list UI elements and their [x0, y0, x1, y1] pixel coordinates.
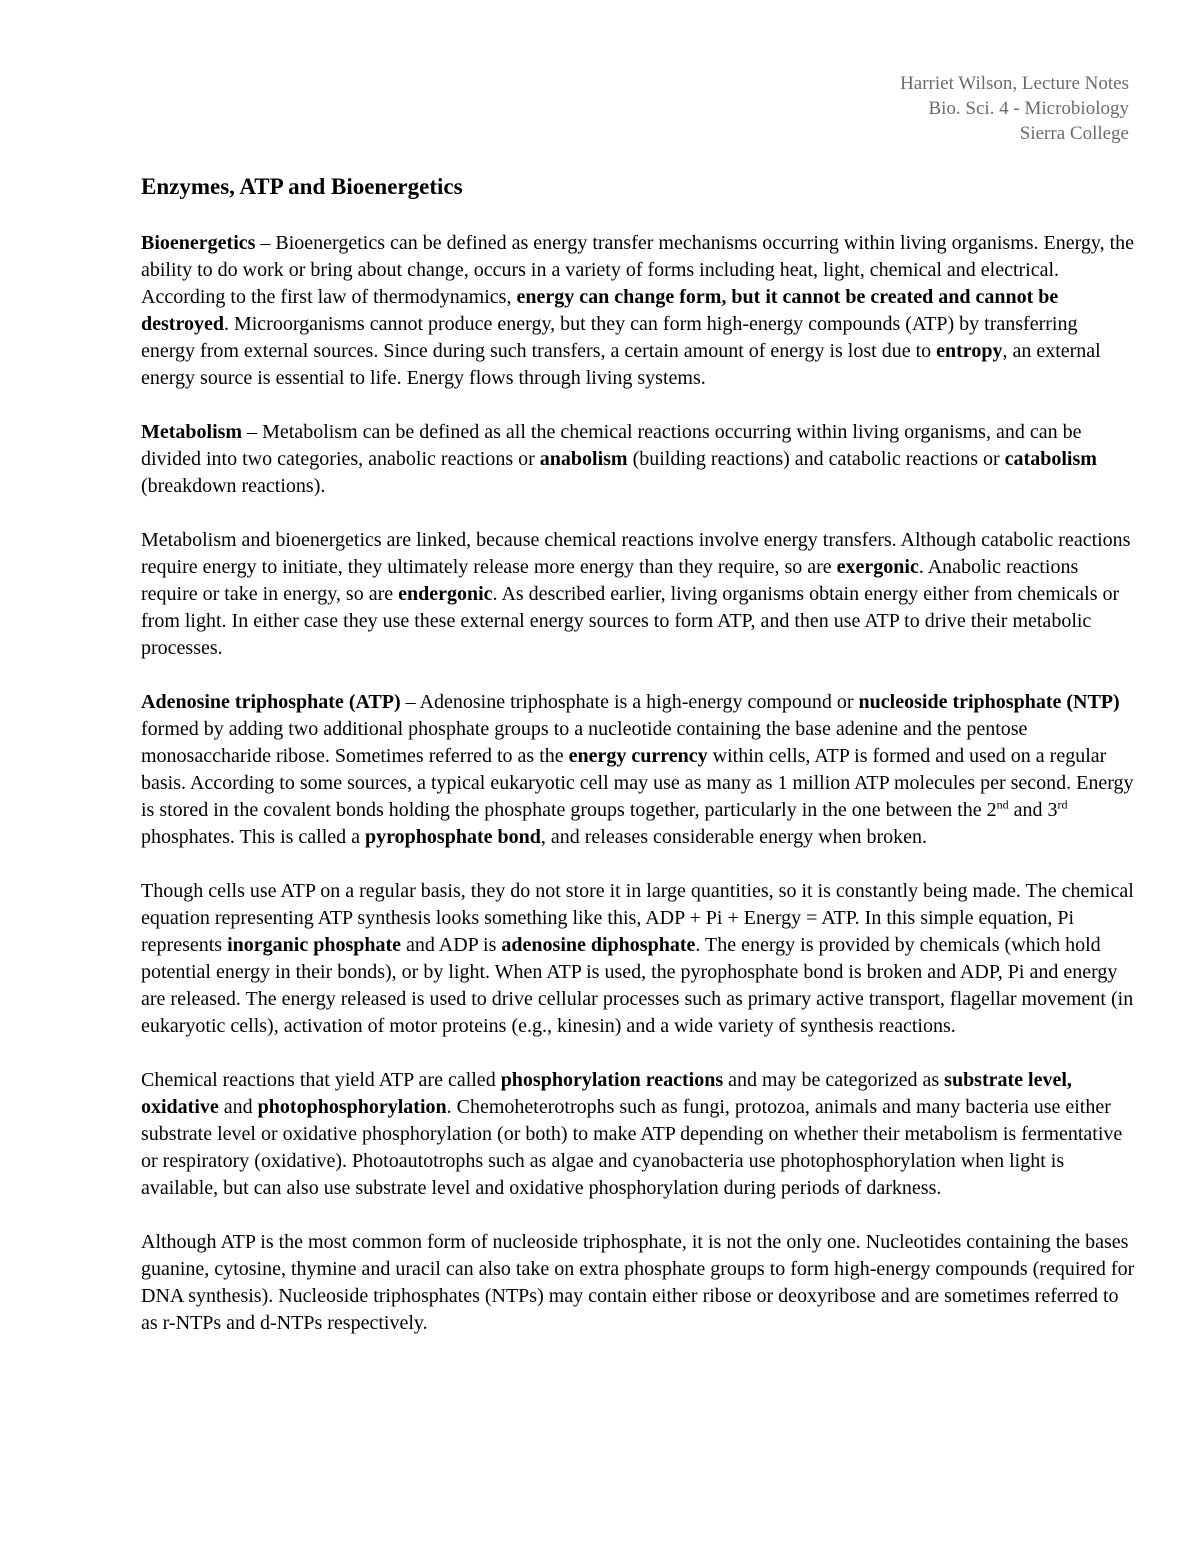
- paragraph-energy-transfers: Metabolism and bioenergetics are linked, because chemical reactions involve energy transfers. Although catabolic reactions require energy to initiate, they ultimately release more energy than they require, so are exergonic. Anabolic reactions require or take in energy, so are endergonic. As described earlier, living organisms obtain energy either from chemicals or from light. In either case they use these external energy sources to form ATP, and then use ATP to drive their metabolic processes.: [141, 529, 1131, 659]
- header-author-line: Harriet Wilson, Lecture Notes: [900, 73, 1129, 94]
- term-bioenergetics: Bioenergetics: [141, 232, 256, 254]
- paragraph-phosphorylation: Chemical reactions that yield ATP are called phosphorylation reactions and may be categorized as substrate level, oxidative and photophosphorylation. Chemoheterotrophs such as fungi, protozoa, animals and many bacteria use either substrate level or oxidative phosphorylation (or both) to make ATP depending on whether their metabolism is fermentative or respiratory (oxidative). Photoautotrophs such as algae and cyanobacteria use photophosphorylation when light is available, but can also use substrate level and oxidative phosphorylation during periods of darkness.: [141, 1069, 1123, 1199]
- paragraph-ntps: Although ATP is the most common form of nucleoside triphosphate, it is not the only one. Nucleotides containing the bases guanine, cytosine, thymine and uracil can also take on extra phosphate groups to form high-energy compounds (required for DNA synthesis). Nucleoside triphosphates (NTPs) may contain either ribose or deoxyribose and are sometimes referred to as r-NTPs and d-NTPs respectively.: [141, 1231, 1135, 1334]
- document-body: [141, 230, 1136, 1364]
- paragraph-bioenergetics: Bioenergetics – Bioenergetics can be defined as energy transfer mechanisms occurring within living organisms. Energy, the ability to do work or bring about change, occurs in a variety of forms including heat, light, chemical and electrical. According to the first law of thermodynamics, energy can change form, but it cannot be created and cannot be destroyed. Microorganisms cannot produce energy, but they can form high-energy compounds (ATP) by transferring energy from external sources. Since during such transfers, a certain amount of energy is lost due to entropy, an external energy source is essential to life. Energy flows through living systems.: [141, 232, 1135, 389]
- page-title: Enzymes, ATP and Bioenergetics: [141, 174, 463, 199]
- document-header: [900, 71, 1129, 146]
- term-atp: Adenosine triphosphate (ATP): [141, 691, 401, 713]
- header-school-line: Sierra College: [1019, 123, 1129, 144]
- paragraph-metabolism: Metabolism – Metabolism can be defined as all the chemical reactions occurring within living organisms, and can be divided into two categories, anabolic reactions or anabolism (building reactions) and catabolic reactions or catabolism (breakdown reactions).: [141, 421, 1097, 497]
- paragraph-atp: Adenosine triphosphate (ATP) – Adenosine triphosphate is a high-energy compound or nucleoside triphosphate (NTP) formed by adding two additional phosphate groups to a nucleotide containing the base adenine and the pentose monosaccharide ribose. Sometimes referred to as the energy currency within cells, ATP is formed and used on a regular basis. According to some sources, a typical eukaryotic cell may use as many as 1 million ATP molecules per second. Energy is stored in the covalent bonds holding the phosphate groups together, particularly in the one between the 2nd and 3rd phosphates. This is called a pyrophosphate bond, and releases considerable energy when broken.: [141, 691, 1134, 848]
- header-course-line: Bio. Sci. 4 - Microbiology: [928, 98, 1129, 119]
- term-metabolism: Metabolism: [141, 421, 243, 443]
- paragraph-atp-synthesis: Though cells use ATP on a regular basis, they do not store it in large quantities, so it is constantly being made. The chemical equation representing ATP synthesis looks something like this, ADP + Pi + Energy = ATP. In this simple equation, Pi represents inorganic phosphate and ADP is adenosine diphosphate. The energy is provided by chemicals (which hold potential energy in their bonds), or by light. When ATP is used, the pyrophosphate bond is broken and ADP, Pi and energy are released. The energy released is used to drive cellular processes such as primary active transport, flagellar movement (in eukaryotic cells), activation of motor proteins (e.g., kinesin) and a wide variety of synthesis reactions.: [141, 880, 1134, 1037]
